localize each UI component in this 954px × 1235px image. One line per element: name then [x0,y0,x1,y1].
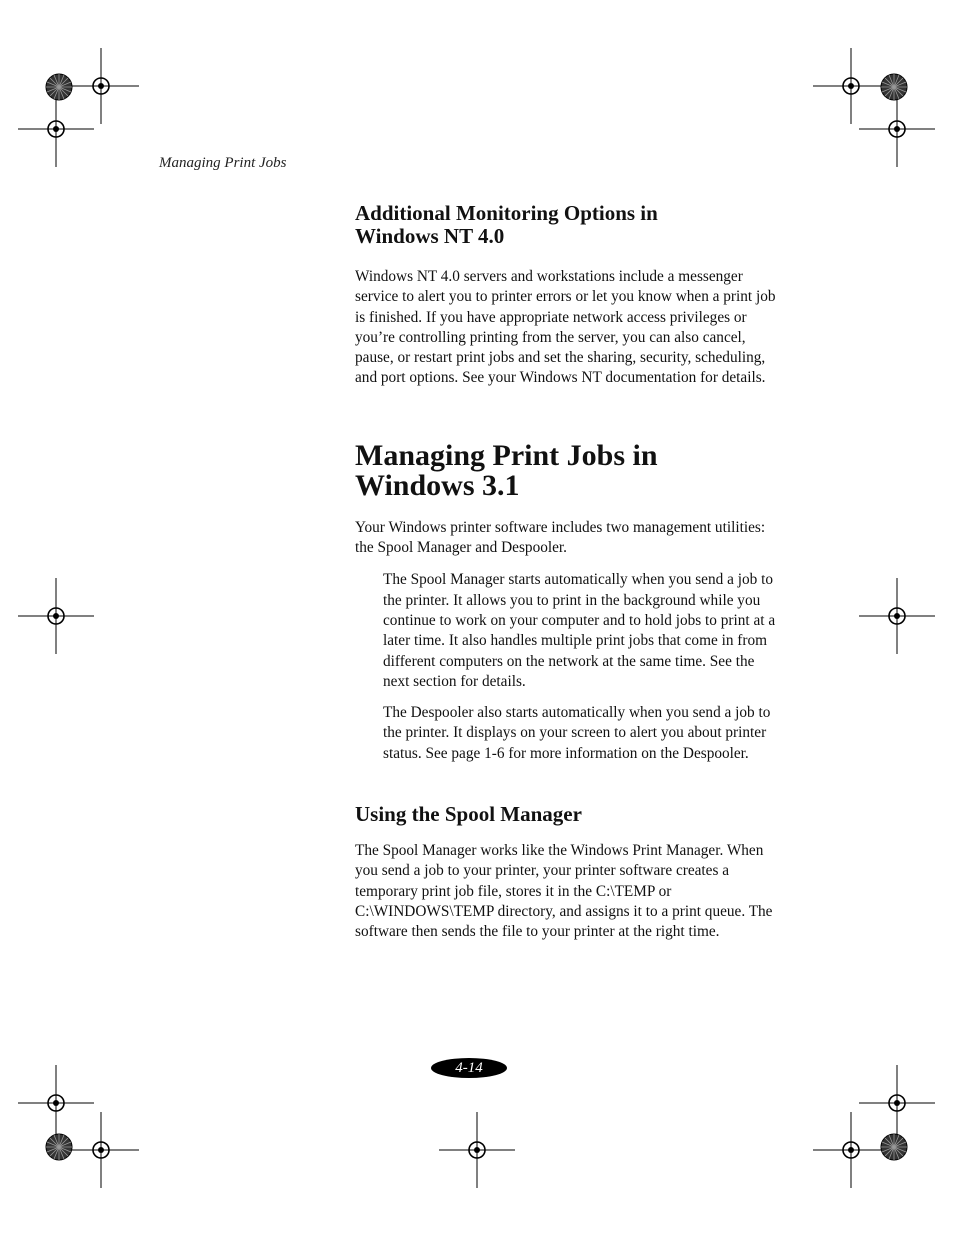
section-heading-spool: Using the Spool Manager [355,802,582,827]
registration-mark-bottom-center [439,1112,515,1188]
despooler-item: The Despooler also starts automatically when you send a job to the printer. It displays on your screen to alert you about printer status. See page 1-6 for more information on the Despooler. [383,704,771,762]
spool-paragraph: The Spool Manager works like the Windows Print Manager. When you send a job to your printer, your printer software creates a temporary print job file, stores it in the C:\TEMP or C:\WINDOWS\TEMP directory, and assigns it to a print queue. The software then sends the file to your printer at the right time. [355,842,773,941]
nt-paragraph: Windows NT 4.0 servers and workstations include a messenger service to alert you to printer errors or let you know when a print job is finished. If you have appropriate network access privileges or you’re controlling printing from the server, you can also cancel, pause, or restart print jobs and set the sharing, security, scheduling, and port options. See your Windows NT documentation for details. [355,268,776,387]
registration-mark-top-right [813,48,935,167]
page-title-line2: Windows 3.1 [355,468,520,502]
registration-mark-mid-left [18,578,94,654]
page-number: 4-14 [431,1058,507,1078]
page-title-line1: Managing Print Jobs in [355,438,658,472]
registration-mark-mid-right [859,578,935,654]
spool-manager-item: The Spool Manager starts automatically when you send a job to the printer. It allows you to print in the background while you continue to work on your computer and to hold jobs to print at a later time. It also handles multiple print jobs that come in from different computers on the network at the same time. See the next section for details. [383,571,776,690]
section-heading-nt-line2: Windows NT 4.0 [355,224,505,248]
registration-mark-bottom-right [813,1065,935,1188]
registration-mark-top-left [18,48,139,167]
registration-mark-bottom-left [18,1065,139,1188]
intro-paragraph: Your Windows printer software includes two management utilities: the Spool Manager and Despooler. [355,518,766,557]
running-head: Managing Print Jobs [159,155,287,171]
section-heading-nt-line1: Additional Monitoring Options in [355,201,658,225]
